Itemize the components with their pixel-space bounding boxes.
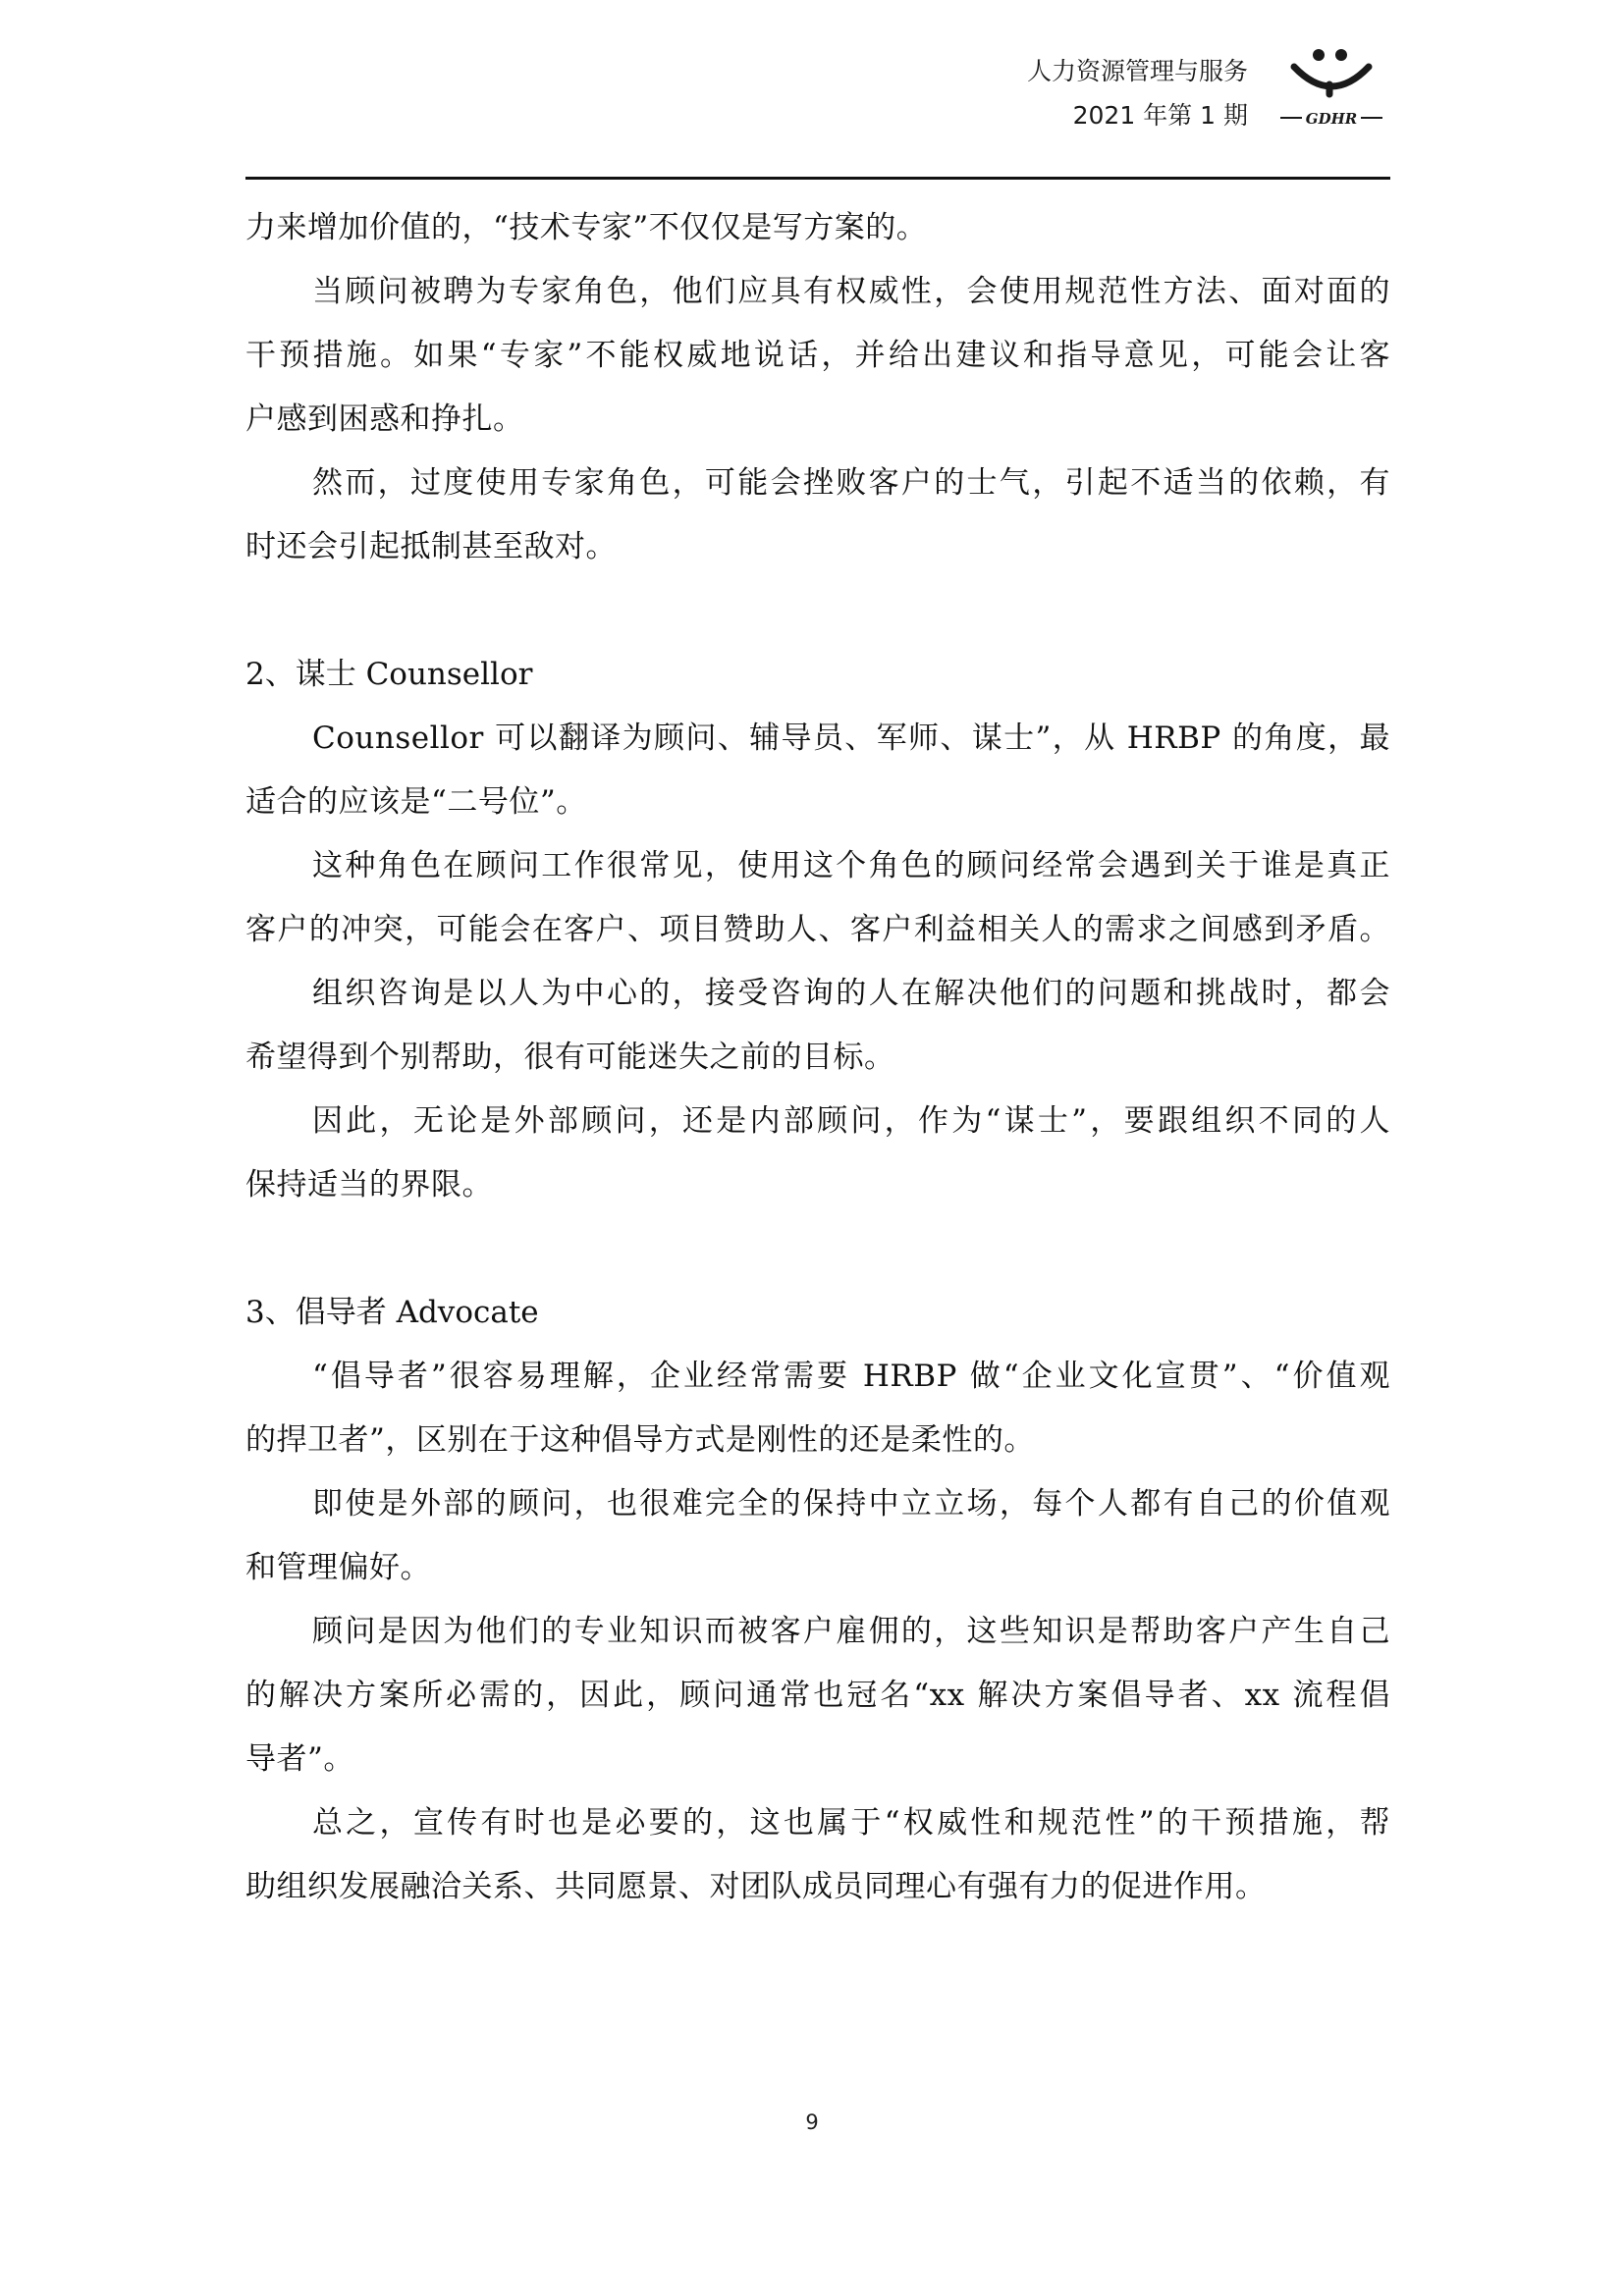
text-line: Counsellor 可以翻译为顾问、辅导员、军师、谋士”，从 HRBP 的角度，最 <box>312 721 1390 756</box>
text-line: 这种角色在顾问工作很常见，使用这个角色的顾问经常会遇到关于谁是真正 <box>312 848 1390 883</box>
text-line: 即使是外部的顾问，也很难完全的保持中立立场，每个人都有自己的价值观 <box>312 1486 1390 1522</box>
text-line: 然而，过度使用专家角色，可能会挫败客户的士气，引起不适当的依赖，有 <box>312 465 1390 501</box>
text-line: 客户的冲突，可能会在客户、项目赞助人、客户利益相关人的需求之间感到矛盾。 <box>245 912 1390 947</box>
paragraph <box>245 1472 1390 1600</box>
text-line: 希望得到个别帮助，很有可能迷失之前的目标。 <box>245 1040 895 1075</box>
text-line: 干预措施。如果“专家”不能权威地说话，并给出建议和指导意见，可能会让客 <box>245 338 1390 373</box>
section-heading: 3、倡导者 Advocate <box>245 1295 539 1330</box>
text-line: 顾问是因为他们的专业知识而被客户雇佣的，这些知识是帮助客户产生自己 <box>312 1614 1390 1649</box>
paragraph <box>245 452 1390 579</box>
text-line: 组织咨询是以人为中心的，接受咨询的人在解决他们的问题和挑战时，都会 <box>312 976 1390 1011</box>
section-heading: 2、谋士 Counsellor <box>245 657 533 692</box>
paragraph <box>245 834 1390 962</box>
paragraph <box>245 1345 1390 1472</box>
journal-title: 人力资源管理与服务 <box>1026 57 1248 85</box>
text-line: 时还会引起抵制甚至敌对。 <box>245 529 617 564</box>
text-line: 总之，宣传有时也是必要的，这也属于“权威性和规范性”的干预措施，帮 <box>312 1805 1390 1841</box>
text-line: “倡导者”很容易理解，企业经常需要 HRBP 做“企业文化宣贯”、“价值观 <box>312 1359 1390 1394</box>
journal-issue: 2021 年第 1 期 <box>1072 101 1248 130</box>
article-body <box>245 196 1390 1919</box>
paragraph <box>245 1600 1390 1791</box>
logo-text: GDHR <box>1305 110 1358 128</box>
header-text <box>1027 49 1248 137</box>
text-line: 保持适当的界限。 <box>245 1167 493 1202</box>
gdhr-logo <box>1272 45 1390 133</box>
text-line: 当顾问被聘为专家角色，他们应具有权威性，会使用规范性方法、面对面的 <box>312 274 1390 309</box>
paragraph-spacer <box>245 1217 1390 1281</box>
text-line: 户感到困惑和挣扎。 <box>245 401 524 437</box>
paragraph <box>245 707 1390 834</box>
text-line: 因此，无论是外部顾问，还是内部顾问，作为“谋士”，要跟组织不同的人 <box>312 1103 1390 1139</box>
page-header <box>245 39 1390 177</box>
paragraph-spacer <box>245 579 1390 643</box>
text-line: 助组织发展融洽关系、共同愿景、对团队成员同理心有强有力的促进作用。 <box>245 1869 1267 1904</box>
paragraph <box>245 196 1390 260</box>
page-number: 9 <box>805 2110 819 2134</box>
paragraph <box>245 1791 1390 1919</box>
text-line: 和管理偏好。 <box>245 1550 431 1585</box>
paragraph <box>245 962 1390 1090</box>
text-line: 的捍卫者”，区别在于这种倡导方式是刚性的还是柔性的。 <box>245 1422 1035 1458</box>
header-divider <box>245 177 1390 180</box>
paragraph <box>245 260 1390 452</box>
text-line: 力来增加价值的，“技术专家”不仅仅是写方案的。 <box>245 210 928 245</box>
text-line: 的解决方案所必需的，因此，顾问通常也冠名“xx 解决方案倡导者、xx 流程倡 <box>245 1678 1390 1713</box>
text-line: 适合的应该是“二号位”。 <box>245 784 587 820</box>
text-line: 导者”。 <box>245 1741 354 1777</box>
paragraph <box>245 1090 1390 1217</box>
